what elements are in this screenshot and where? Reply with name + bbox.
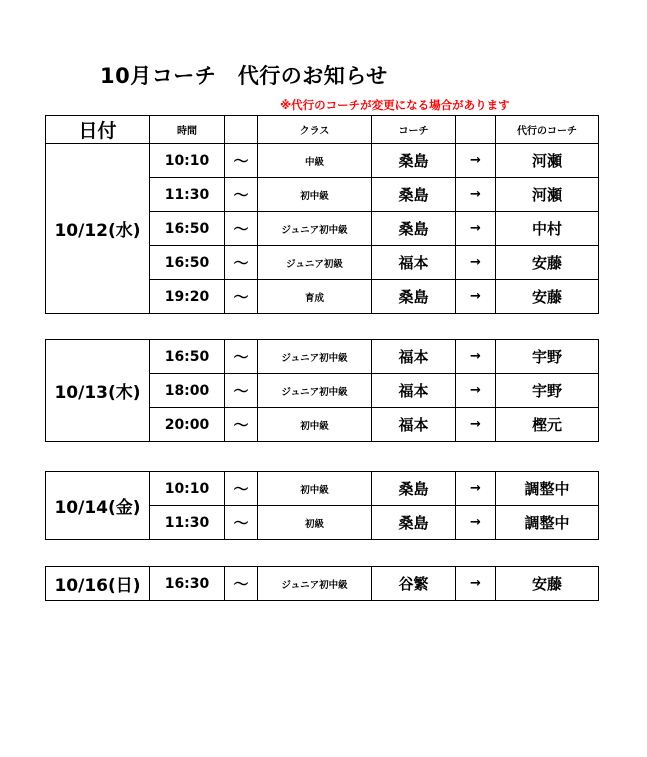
change-notice: ※代行のコーチが変更になる場合があります [280, 98, 510, 112]
schedule-table-1012 [45, 115, 599, 314]
tilde-cell: 〜 [225, 212, 258, 246]
substitute-cell: 宇野 [496, 374, 599, 408]
tilde-cell: 〜 [225, 280, 258, 314]
substitute-cell: 中村 [496, 212, 599, 246]
class-cell: 初中級 [258, 472, 372, 506]
class-cell: ジュニア初中級 [258, 567, 372, 601]
time-cell: 16:50 [150, 340, 225, 374]
substitute-cell: 宇野 [496, 340, 599, 374]
arrow-cell: → [456, 506, 496, 540]
class-cell: ジュニア初級 [258, 246, 372, 280]
arrow-cell: → [456, 212, 496, 246]
arrow-cell: → [456, 567, 496, 601]
time-cell: 18:00 [150, 374, 225, 408]
substitute-cell: 安藤 [496, 280, 599, 314]
class-cell: ジュニア初中級 [258, 374, 372, 408]
date-cell: 10/12(水) [46, 144, 150, 314]
time-cell: 16:50 [150, 212, 225, 246]
schedule-table-1013 [45, 339, 599, 442]
arrow-cell: → [456, 280, 496, 314]
tilde-cell: 〜 [225, 340, 258, 374]
class-cell: ジュニア初中級 [258, 340, 372, 374]
table-row [46, 567, 599, 601]
arrow-cell: → [456, 408, 496, 442]
tilde-cell: 〜 [225, 246, 258, 280]
header-time: 時間 [150, 116, 225, 144]
header-date: 日付 [46, 116, 150, 144]
class-cell: 初中級 [258, 178, 372, 212]
class-cell: 初中級 [258, 408, 372, 442]
arrow-cell: → [456, 374, 496, 408]
tilde-cell: 〜 [225, 472, 258, 506]
coach-cell: 福本 [372, 246, 456, 280]
coach-cell: 桑島 [372, 212, 456, 246]
header-tilde [225, 116, 258, 144]
tilde-cell: 〜 [225, 567, 258, 601]
tilde-cell: 〜 [225, 144, 258, 178]
arrow-cell: → [456, 472, 496, 506]
substitute-cell: 安藤 [496, 246, 599, 280]
date-cell: 10/13(木) [46, 340, 150, 442]
time-cell: 11:30 [150, 506, 225, 540]
time-cell: 16:30 [150, 567, 225, 601]
coach-cell: 福本 [372, 374, 456, 408]
header-coach: コーチ [372, 116, 456, 144]
substitute-cell: 河瀬 [496, 144, 599, 178]
coach-cell: 谷繁 [372, 567, 456, 601]
time-cell: 16:50 [150, 246, 225, 280]
time-cell: 11:30 [150, 178, 225, 212]
header-substitute: 代行のコーチ [496, 116, 599, 144]
time-cell: 20:00 [150, 408, 225, 442]
header-class: クラス [258, 116, 372, 144]
coach-cell: 桑島 [372, 144, 456, 178]
coach-cell: 桑島 [372, 506, 456, 540]
class-cell: 育成 [258, 280, 372, 314]
arrow-cell: → [456, 178, 496, 212]
tilde-cell: 〜 [225, 178, 258, 212]
header-row [46, 116, 599, 144]
date-cell: 10/16(日) [46, 567, 150, 601]
substitute-cell: 調整中 [496, 506, 599, 540]
coach-cell: 桑島 [372, 178, 456, 212]
substitute-cell: 調整中 [496, 472, 599, 506]
class-cell: 初級 [258, 506, 372, 540]
table-row [46, 472, 599, 506]
coach-cell: 福本 [372, 408, 456, 442]
schedule-table-1014 [45, 471, 599, 540]
table-row [46, 144, 599, 178]
page-title: 10月コーチ 代行のお知らせ [100, 64, 388, 88]
date-cell: 10/14(金) [46, 472, 150, 540]
coach-cell: 桑島 [372, 472, 456, 506]
tilde-cell: 〜 [225, 506, 258, 540]
coach-cell: 福本 [372, 340, 456, 374]
substitute-cell: 樫元 [496, 408, 599, 442]
arrow-cell: → [456, 144, 496, 178]
schedule-table-1016 [45, 566, 599, 601]
class-cell: ジュニア初中級 [258, 212, 372, 246]
tilde-cell: 〜 [225, 408, 258, 442]
substitute-cell: 河瀬 [496, 178, 599, 212]
arrow-cell: → [456, 340, 496, 374]
time-cell: 10:10 [150, 472, 225, 506]
class-cell: 中級 [258, 144, 372, 178]
arrow-cell: → [456, 246, 496, 280]
time-cell: 10:10 [150, 144, 225, 178]
time-cell: 19:20 [150, 280, 225, 314]
coach-cell: 桑島 [372, 280, 456, 314]
table-row [46, 340, 599, 374]
substitute-cell: 安藤 [496, 567, 599, 601]
header-arrow [456, 116, 496, 144]
tilde-cell: 〜 [225, 374, 258, 408]
